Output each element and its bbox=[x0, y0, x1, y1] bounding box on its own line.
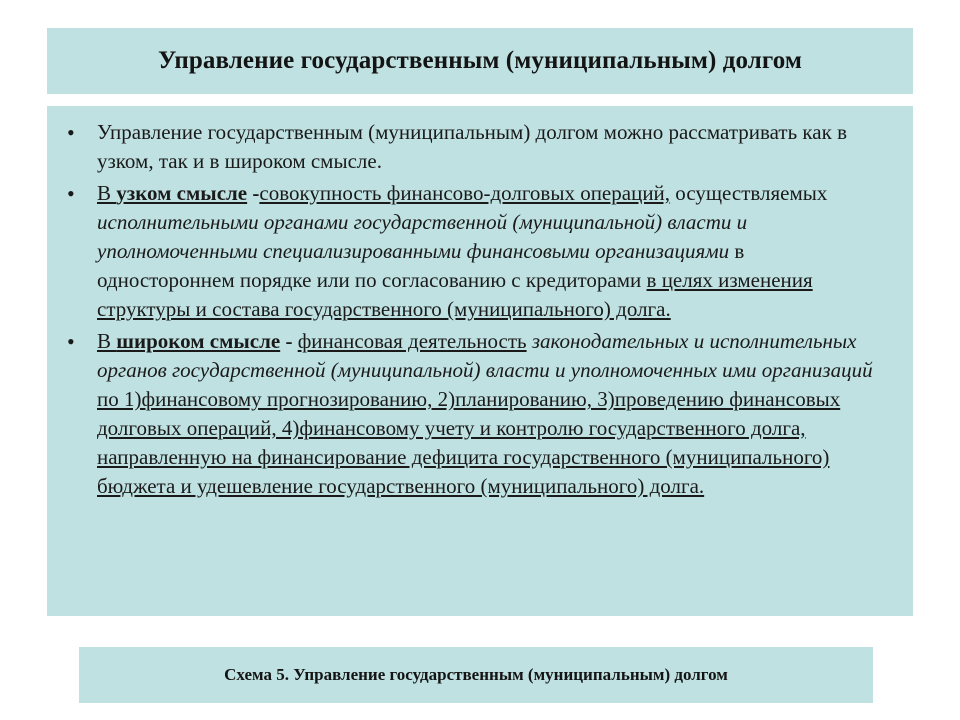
bullet-icon: • bbox=[67, 329, 75, 354]
caption-banner bbox=[79, 647, 873, 703]
content-panel bbox=[47, 106, 913, 616]
list-item bbox=[67, 118, 883, 176]
item3-definition: финансовая деятельность bbox=[297, 329, 527, 353]
list-item bbox=[67, 327, 883, 501]
item2-lead-in: В bbox=[97, 181, 117, 205]
item2-subjects: исполнительными органами государственной (муниципальной) власти и уполномоченными специализированными финансовыми организациями bbox=[97, 210, 748, 263]
item3-purpose: по 1)финансовому прогнозированию, 2)планированию, 3)проведению финансовых долговых операций, 4)финансовому учету и контролю государственного долга, направленную на финансирование дефицита государственного (муниципального) бюджета и удешевление государственного (муниципального) долга. bbox=[97, 387, 841, 498]
item3-lead-in: В bbox=[97, 329, 117, 353]
item2-dash: - bbox=[247, 181, 260, 205]
item2-lead-term: узком смысле bbox=[116, 181, 248, 205]
list-item bbox=[67, 179, 883, 324]
item3-lead-term: широком смысле bbox=[116, 329, 281, 353]
item1-text: Управление государственным (муниципальным) долгом можно рассматривать как в узком, так и в широком смысле. bbox=[97, 120, 847, 173]
item3-lead bbox=[97, 329, 280, 353]
bullet-list bbox=[67, 118, 883, 501]
item3-subjects: законодательных и исполнительных органов государственной (муниципальной) власти и уполномоченных ими организаций bbox=[97, 329, 873, 382]
item2-lead bbox=[97, 181, 247, 205]
title-banner bbox=[47, 28, 913, 94]
slide-title: Управление государственным (муниципальным) долгом bbox=[158, 47, 802, 74]
figure-caption: Схема 5. Управление государственным (муниципальным) долгом bbox=[224, 665, 728, 684]
item3-dash: - bbox=[280, 329, 298, 353]
item2-definition: совокупность финансово-долговых операций, bbox=[259, 181, 671, 205]
item2-text-2: осуществляемых bbox=[670, 181, 828, 205]
item2-text-4: в одностороннем порядке или по согласованию с кредиторами bbox=[97, 239, 745, 292]
bullet-icon: • bbox=[67, 120, 75, 145]
item2-purpose: в целях изменения структуры и состава государственного (муниципального) долга. bbox=[97, 268, 813, 321]
bullet-icon: • bbox=[67, 181, 75, 206]
